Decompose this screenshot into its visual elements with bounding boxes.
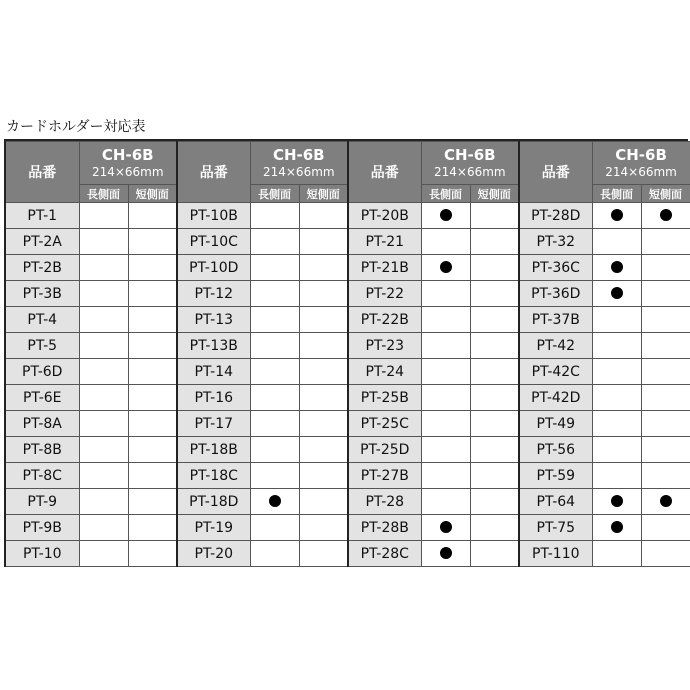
- long-side-cell: [421, 411, 470, 437]
- long-side-cell: [592, 281, 641, 307]
- table-row: [6, 385, 690, 411]
- long-side-cell: [592, 411, 641, 437]
- table-row: [6, 515, 690, 541]
- short-side-cell: [299, 515, 348, 541]
- short-side-header: 短側面: [470, 185, 519, 203]
- long-side-cell: [79, 463, 128, 489]
- short-side-cell: [641, 385, 690, 411]
- part-number: PT-2B: [6, 255, 79, 281]
- long-side-cell: [250, 307, 299, 333]
- model-header: [421, 142, 519, 185]
- model-header: [79, 142, 177, 185]
- part-number: PT-28: [348, 489, 421, 515]
- short-side-cell: [128, 541, 177, 567]
- long-side-header: 長側面: [592, 185, 641, 203]
- compatible-mark: [440, 209, 452, 221]
- short-side-cell: [299, 203, 348, 229]
- short-side-cell: [299, 255, 348, 281]
- short-side-cell: [299, 307, 348, 333]
- table-title: カードホルダー対応表: [6, 119, 146, 135]
- compatible-mark: [611, 261, 623, 273]
- short-side-cell: [641, 541, 690, 567]
- short-side-cell: [128, 229, 177, 255]
- short-side-cell: [641, 411, 690, 437]
- part-number: PT-59: [519, 463, 592, 489]
- model-header: [250, 142, 348, 185]
- part-number: PT-36C: [519, 255, 592, 281]
- part-number: PT-14: [177, 359, 250, 385]
- compatible-mark: [440, 547, 452, 559]
- part-number: PT-49: [519, 411, 592, 437]
- short-side-cell: [641, 515, 690, 541]
- short-side-cell: [470, 515, 519, 541]
- short-side-cell: [470, 463, 519, 489]
- long-side-cell: [250, 203, 299, 229]
- short-side-cell: [470, 203, 519, 229]
- model-name: CH-6B: [101, 146, 154, 164]
- long-side-cell: [592, 489, 641, 515]
- part-number: PT-2A: [6, 229, 79, 255]
- long-side-cell: [421, 333, 470, 359]
- short-side-cell: [299, 541, 348, 567]
- long-side-cell: [592, 255, 641, 281]
- short-side-cell: [299, 281, 348, 307]
- part-number: PT-3B: [6, 281, 79, 307]
- part-number: PT-5: [6, 333, 79, 359]
- long-side-cell: [79, 203, 128, 229]
- short-side-cell: [299, 411, 348, 437]
- short-side-cell: [128, 385, 177, 411]
- short-side-cell: [641, 437, 690, 463]
- part-number: PT-25C: [348, 411, 421, 437]
- short-side-cell: [641, 307, 690, 333]
- short-side-cell: [299, 333, 348, 359]
- long-side-cell: [592, 333, 641, 359]
- long-side-cell: [421, 385, 470, 411]
- part-number: PT-23: [348, 333, 421, 359]
- long-side-cell: [79, 281, 128, 307]
- long-side-cell: [79, 333, 128, 359]
- long-side-cell: [421, 437, 470, 463]
- table-row: [6, 437, 690, 463]
- short-side-cell: [470, 255, 519, 281]
- part-number: PT-10: [6, 541, 79, 567]
- table-row: [6, 411, 690, 437]
- long-side-cell: [79, 515, 128, 541]
- long-side-cell: [592, 463, 641, 489]
- short-side-cell: [641, 255, 690, 281]
- short-side-cell: [128, 489, 177, 515]
- part-number: PT-18B: [177, 437, 250, 463]
- long-side-cell: [592, 229, 641, 255]
- compatible-mark: [440, 261, 452, 273]
- short-side-cell: [470, 307, 519, 333]
- long-side-cell: [79, 229, 128, 255]
- part-number: PT-16: [177, 385, 250, 411]
- long-side-cell: [421, 515, 470, 541]
- short-side-cell: [470, 229, 519, 255]
- table-row: [6, 463, 690, 489]
- part-number: PT-56: [519, 437, 592, 463]
- short-side-cell: [470, 385, 519, 411]
- part-number: PT-42: [519, 333, 592, 359]
- short-side-cell: [299, 359, 348, 385]
- long-side-cell: [79, 541, 128, 567]
- long-side-cell: [250, 281, 299, 307]
- hin-header: 品番: [177, 142, 250, 203]
- compatible-mark: [660, 495, 672, 507]
- long-side-cell: [79, 437, 128, 463]
- long-side-cell: [592, 203, 641, 229]
- long-side-cell: [592, 307, 641, 333]
- part-number: PT-32: [519, 229, 592, 255]
- part-number: PT-12: [177, 281, 250, 307]
- part-number: PT-10B: [177, 203, 250, 229]
- table-row: [6, 359, 690, 385]
- hin-header: 品番: [348, 142, 421, 203]
- table-row: [6, 307, 690, 333]
- long-side-cell: [250, 515, 299, 541]
- long-side-cell: [79, 411, 128, 437]
- table-row: [6, 489, 690, 515]
- part-number: PT-9B: [6, 515, 79, 541]
- part-number: PT-20B: [348, 203, 421, 229]
- part-number: PT-10C: [177, 229, 250, 255]
- part-number: PT-9: [6, 489, 79, 515]
- part-number: PT-36D: [519, 281, 592, 307]
- part-number: PT-17: [177, 411, 250, 437]
- short-side-cell: [128, 437, 177, 463]
- short-side-cell: [128, 333, 177, 359]
- part-number: PT-8A: [6, 411, 79, 437]
- long-side-cell: [79, 255, 128, 281]
- part-number: PT-13: [177, 307, 250, 333]
- long-side-cell: [421, 359, 470, 385]
- short-side-cell: [470, 489, 519, 515]
- short-side-cell: [641, 359, 690, 385]
- compatible-mark: [611, 521, 623, 533]
- compatible-mark: [440, 521, 452, 533]
- short-side-cell: [470, 281, 519, 307]
- short-side-cell: [641, 281, 690, 307]
- short-side-cell: [299, 489, 348, 515]
- long-side-cell: [250, 411, 299, 437]
- short-side-cell: [128, 307, 177, 333]
- long-side-cell: [421, 203, 470, 229]
- short-side-cell: [128, 463, 177, 489]
- model-size: 214×66mm: [605, 165, 677, 179]
- short-side-cell: [128, 203, 177, 229]
- part-number: PT-18D: [177, 489, 250, 515]
- model-size: 214×66mm: [262, 165, 335, 179]
- part-number: PT-20: [177, 541, 250, 567]
- short-side-cell: [299, 385, 348, 411]
- part-number: PT-4: [6, 307, 79, 333]
- part-number: PT-8B: [6, 437, 79, 463]
- short-side-cell: [128, 359, 177, 385]
- long-side-cell: [592, 385, 641, 411]
- part-number: PT-6E: [6, 385, 79, 411]
- short-side-header: 短側面: [641, 185, 690, 203]
- compatible-mark: [611, 495, 623, 507]
- long-side-cell: [592, 359, 641, 385]
- long-side-cell: [421, 255, 470, 281]
- short-side-cell: [641, 489, 690, 515]
- long-side-cell: [421, 229, 470, 255]
- part-number: PT-27B: [348, 463, 421, 489]
- model-size: 214×66mm: [433, 165, 506, 179]
- long-side-cell: [250, 463, 299, 489]
- short-side-cell: [641, 203, 690, 229]
- model-name: CH-6B: [615, 146, 667, 164]
- model-name: CH-6B: [272, 146, 325, 164]
- part-number: PT-42C: [519, 359, 592, 385]
- long-side-cell: [250, 385, 299, 411]
- part-number: PT-19: [177, 515, 250, 541]
- part-number: PT-75: [519, 515, 592, 541]
- short-side-cell: [299, 463, 348, 489]
- short-side-cell: [299, 437, 348, 463]
- part-number: PT-24: [348, 359, 421, 385]
- long-side-cell: [250, 541, 299, 567]
- short-side-cell: [470, 333, 519, 359]
- model-name: CH-6B: [443, 146, 496, 164]
- long-side-cell: [421, 489, 470, 515]
- model-header: [592, 142, 690, 185]
- long-side-cell: [250, 437, 299, 463]
- part-number: PT-110: [519, 541, 592, 567]
- long-side-cell: [421, 463, 470, 489]
- part-number: PT-64: [519, 489, 592, 515]
- short-side-cell: [470, 411, 519, 437]
- long-side-header: 長側面: [421, 185, 470, 203]
- table-row: [6, 255, 690, 281]
- model-size: 214×66mm: [91, 165, 164, 179]
- short-side-cell: [641, 333, 690, 359]
- compatible-mark: [611, 209, 623, 221]
- hin-header: 品番: [6, 142, 79, 203]
- long-side-cell: [421, 281, 470, 307]
- part-number: PT-13B: [177, 333, 250, 359]
- long-side-cell: [250, 489, 299, 515]
- part-number: PT-22B: [348, 307, 421, 333]
- compatible-mark: [660, 209, 672, 221]
- part-number: PT-1: [6, 203, 79, 229]
- part-number: PT-28D: [519, 203, 592, 229]
- part-number: PT-37B: [519, 307, 592, 333]
- short-side-cell: [128, 411, 177, 437]
- short-side-cell: [641, 463, 690, 489]
- table-row: [6, 541, 690, 567]
- part-number: PT-28C: [348, 541, 421, 567]
- long-side-cell: [250, 333, 299, 359]
- long-side-cell: [592, 437, 641, 463]
- short-side-cell: [128, 255, 177, 281]
- long-side-cell: [79, 359, 128, 385]
- long-side-cell: [421, 307, 470, 333]
- part-number: PT-25B: [348, 385, 421, 411]
- short-side-cell: [470, 359, 519, 385]
- part-number: PT-42D: [519, 385, 592, 411]
- long-side-cell: [250, 229, 299, 255]
- hin-header: 品番: [519, 142, 592, 203]
- part-number: PT-6D: [6, 359, 79, 385]
- short-side-cell: [128, 281, 177, 307]
- part-number: PT-21B: [348, 255, 421, 281]
- short-side-cell: [470, 541, 519, 567]
- table-row: [6, 281, 690, 307]
- part-number: PT-22: [348, 281, 421, 307]
- long-side-cell: [79, 489, 128, 515]
- short-side-header: 短側面: [299, 185, 348, 203]
- part-number: PT-25D: [348, 437, 421, 463]
- table-row: [6, 333, 690, 359]
- long-side-cell: [250, 359, 299, 385]
- long-side-header: 長側面: [79, 185, 128, 203]
- long-side-header: 長側面: [250, 185, 299, 203]
- short-side-cell: [299, 229, 348, 255]
- long-side-cell: [79, 307, 128, 333]
- short-side-cell: [128, 515, 177, 541]
- short-side-header: 短側面: [128, 185, 177, 203]
- compatible-mark: [269, 495, 281, 507]
- part-number: PT-28B: [348, 515, 421, 541]
- part-number: PT-8C: [6, 463, 79, 489]
- short-side-cell: [470, 437, 519, 463]
- long-side-cell: [79, 385, 128, 411]
- table-row: [6, 203, 690, 229]
- compatible-mark: [611, 287, 623, 299]
- part-number: PT-18C: [177, 463, 250, 489]
- long-side-cell: [250, 255, 299, 281]
- short-side-cell: [641, 229, 690, 255]
- long-side-cell: [592, 515, 641, 541]
- compatibility-table: [4, 139, 688, 567]
- table-row: [6, 229, 690, 255]
- long-side-cell: [421, 541, 470, 567]
- part-number: PT-10D: [177, 255, 250, 281]
- long-side-cell: [592, 541, 641, 567]
- header-row-model: [6, 142, 690, 185]
- part-number: PT-21: [348, 229, 421, 255]
